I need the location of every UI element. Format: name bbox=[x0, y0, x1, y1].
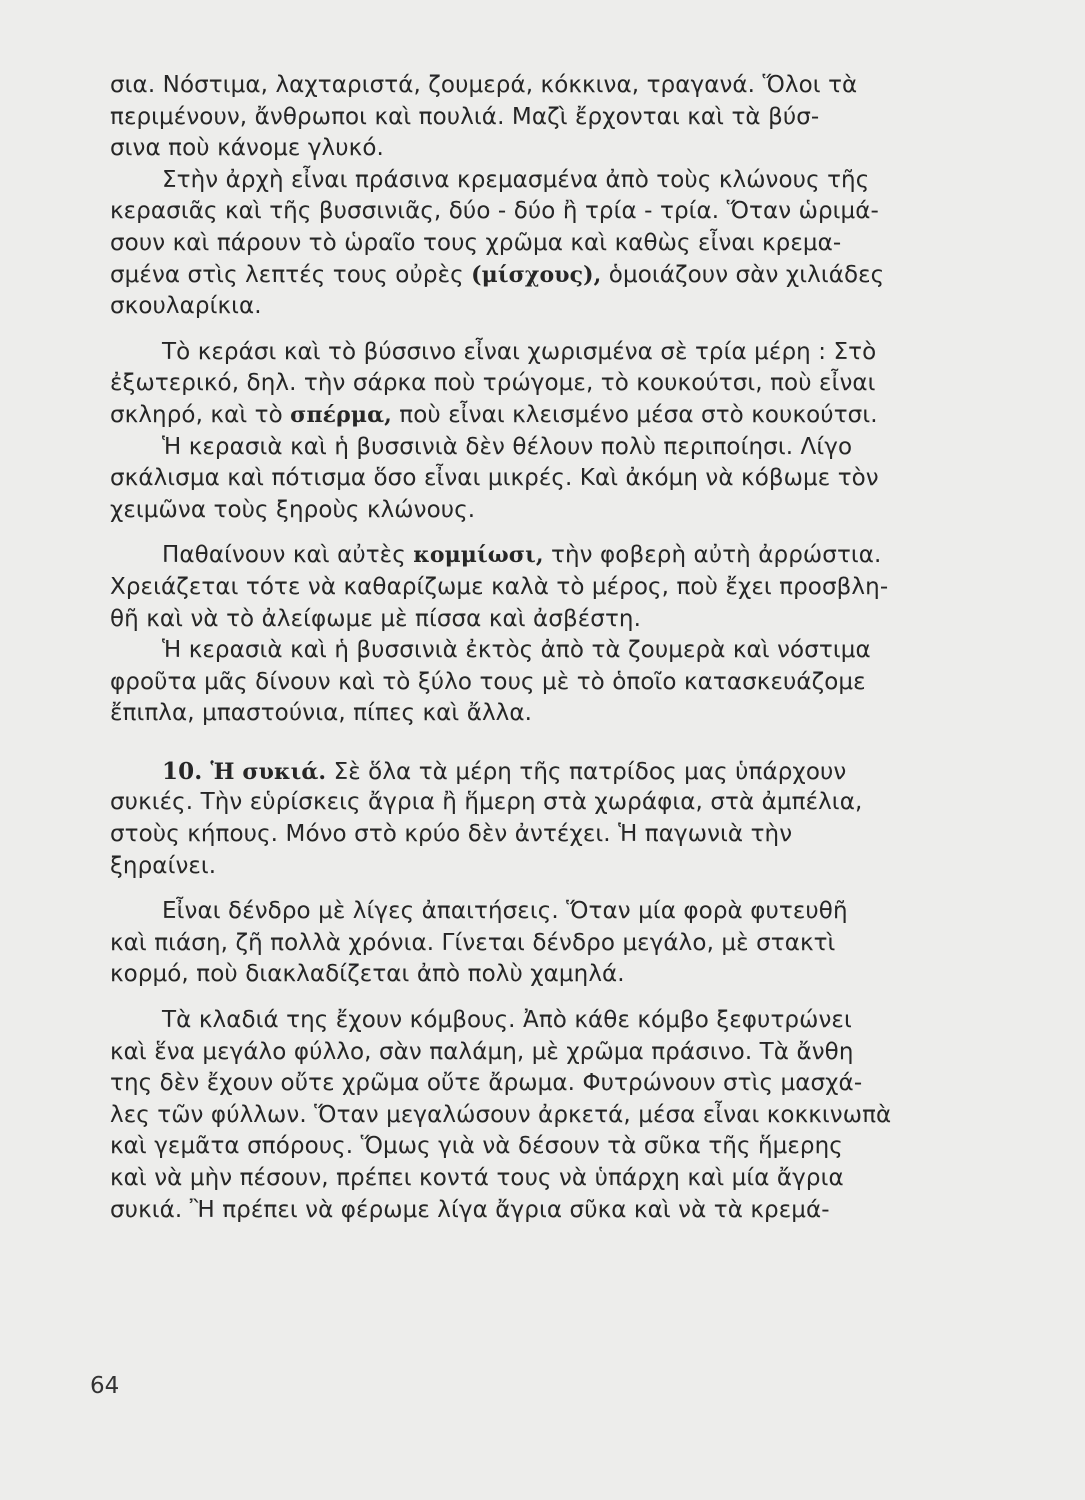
section-heading-line: 10. Ἡ συκιά. Σὲ ὅλα τὰ μέρη τῆς πατρίδος μας ὑπάρχουν bbox=[162, 757, 847, 785]
text-line: καὶ νὰ μὴν πέσουν, πρέπει κοντά τους νὰ ὑπάρχη καὶ μία ἄγρια bbox=[110, 1165, 844, 1191]
text-line: Χρειάζεται τότε νὰ καθαρίζωμε καλὰ τὸ μέρος, ποὺ ἔχει προσβλη- bbox=[110, 573, 889, 600]
paragraph-start-line: Παθαίνουν καὶ αὐτὲς κομμίωσι, τὴν φοβερὴ αὐτὴ ἀρρώστια. bbox=[162, 542, 882, 569]
text-line: σια. Νόστιμα, λαχταριστά, ζουμερά, κόκκινα, τραγανά. Ὅλοι τὰ bbox=[110, 72, 858, 98]
paragraph-start-line: Ἡ κερασιὰ καὶ ἡ βυσσινιὰ ἐκτὸς ἀπὸ τὰ ζουμερὰ καὶ νόστιμα bbox=[162, 637, 871, 664]
text-line: καὶ ἕνα μεγάλο φύλλο, σὰν παλάμη, μὲ χρῶμα πράσινο. Τὰ ἄνθη bbox=[110, 1038, 854, 1065]
text-line: σκουλαρίκια. bbox=[110, 293, 262, 320]
text-line: καὶ πιάση, ζῆ πολλὰ χρόνια. Γίνεται δένδρο μεγάλο, μὲ στακτὶ bbox=[110, 929, 836, 956]
paragraph-start-line: Στὴν ἀρχὴ εἶναι πράσινα κρεμασμένα ἀπὸ τοὺς κλώνους τῆς bbox=[162, 166, 870, 193]
page-number: 64 bbox=[90, 1373, 120, 1399]
section-title: Ἡ συκιά. bbox=[210, 758, 327, 785]
text-line: λες τῶν φύλλων. Ὅταν μεγαλώσουν ἀρκετά, μέσα εἶναι κοκκινωπὰ bbox=[110, 1101, 892, 1128]
text-line: καὶ γεμᾶτα σπόρους. Ὅμως γιὰ νὰ δέσουν τὰ σῦκα τῆς ἥμερης bbox=[110, 1133, 843, 1160]
body-text bbox=[110, 70, 1050, 1226]
text-line: στοὺς κήπους. Μόνο στὸ κρύο δὲν ἀντέχει. Ἡ παγωνιὰ τὴν bbox=[110, 821, 793, 848]
paragraph-start-line: Εἶναι δένδρο μὲ λίγες ἀπαιτήσεις. Ὅταν μία φορὰ φυτευθῆ bbox=[162, 898, 848, 925]
text-line: ἔπιπλα, μπαστούνια, πίπες καὶ ἄλλα. bbox=[110, 700, 533, 727]
text-line: σινα ποὺ κάνομε γλυκό. bbox=[110, 135, 384, 162]
text-line: σκάλισμα καὶ πότισμα ὅσο εἶναι μικρές. Καὶ ἀκόμη νὰ κόβωμε τὸν bbox=[110, 465, 879, 492]
bold-term: (μίσχους), bbox=[471, 261, 602, 288]
text-line: ἐξωτερικό, δηλ. τὴν σάρκα ποὺ τρώγομε, τὸ κουκούτσι, ποὺ εἶναι bbox=[110, 370, 876, 397]
text-line: κορμό, ποὺ διακλαδίζεται ἀπὸ πολὺ χαμηλά. bbox=[110, 961, 625, 988]
section-number: 10. bbox=[162, 757, 211, 785]
text-line: θῆ καὶ νὰ τὸ ἀλείφωμε μὲ πίσσα καὶ ἀσβέστη. bbox=[110, 605, 642, 632]
text-line: σουν καὶ πάρουν τὸ ὡραῖο τους χρῶμα καὶ καθὼς εἶναι κρεμα- bbox=[110, 229, 842, 256]
bold-term: σπέρμα, bbox=[290, 401, 392, 428]
paragraph-start-line: Ἡ κερασιὰ καὶ ἡ βυσσινιὰ δὲν θέλουν πολὺ περιποίησι. Λίγο bbox=[162, 433, 853, 460]
paragraph-start-line: Τὰ κλαδιά της ἔχουν κόμβους. Ἀπὸ κάθε κόμβο ξεφυτρώνει bbox=[162, 1007, 852, 1034]
text-line: χειμῶνα τοὺς ξηροὺς κλώνους. bbox=[110, 496, 476, 523]
paragraph-start-line: Τὸ κεράσι καὶ τὸ βύσσινο εἶναι χωρισμένα σὲ τρία μέρη : Στὸ bbox=[162, 338, 877, 365]
text-line: περιμένουν, ἄνθρωποι καὶ πουλιά. Μαζὶ ἔρχονται καὶ τὰ βύσ- bbox=[110, 103, 820, 130]
text-line: φροῦτα μᾶς δίνουν καὶ τὸ ξύλο τους μὲ τὸ ὁποῖο κατασκευάζομε bbox=[110, 668, 866, 695]
text-line: ξηραίνει. bbox=[110, 852, 217, 879]
text-line: συκιά. Ἢ πρέπει νὰ φέρωμε λίγα ἄγρια σῦκα καὶ νὰ τὰ κρεμά- bbox=[110, 1196, 830, 1223]
bold-term: κομμίωσι, bbox=[413, 542, 544, 569]
text-line: σκληρό, καὶ τὸ σπέρμα, ποὺ εἶναι κλεισμένο μέσα στὸ κουκούτσι. bbox=[110, 401, 878, 428]
text-line: σμένα στὶς λεπτές τους οὐρὲς (μίσχους), ὁμοιάζουν σὰν χιλιάδες bbox=[110, 261, 885, 288]
text-line: συκιές. Τὴν εὑρίσκεις ἄγρια ἢ ἥμερη στὰ χωράφια, στὰ ἀμπέλια, bbox=[110, 789, 863, 816]
text-line: της δὲν ἔχουν οὔτε χρῶμα οὔτε ἄρωμα. Φυτρώνουν στὶς μασχά- bbox=[110, 1070, 863, 1097]
text-line: κερασιᾶς καὶ τῆς βυσσινιᾶς, δύο - δύο ἢ τρία - τρία. Ὅταν ὡριμά- bbox=[110, 198, 879, 225]
